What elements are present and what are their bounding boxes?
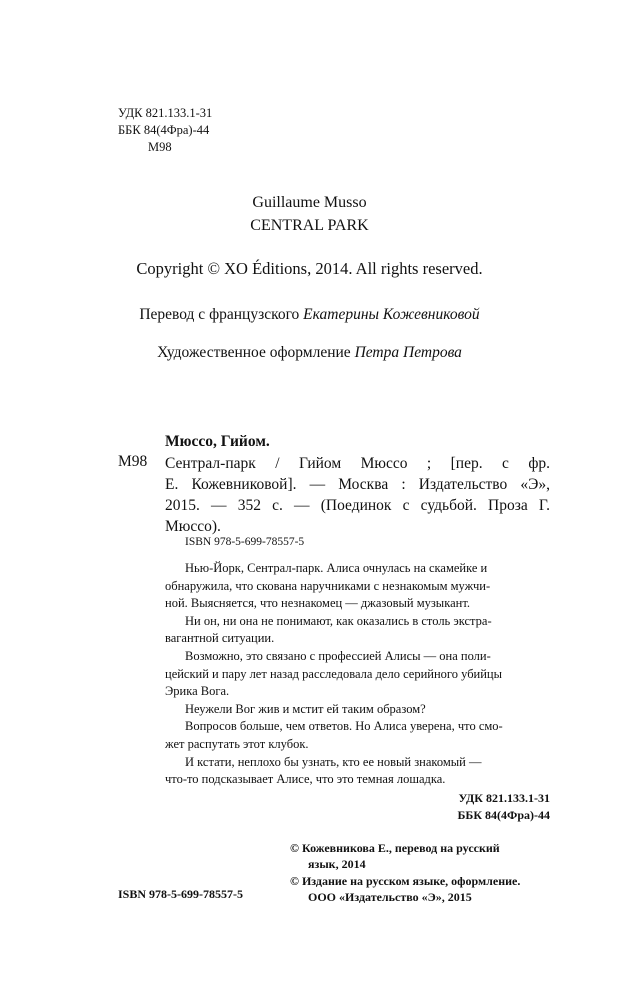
catalog-codes	[118, 105, 212, 156]
copyright-line: © Издание на русском языке, оформление.	[290, 873, 521, 888]
annotation-line: Возможно, это связано с профессией Алисы — она поли-	[185, 648, 491, 663]
translator-name: Екатерины Кожевниковой	[303, 306, 480, 323]
bibliography-isbn: ISBN 978-5-699-78557-5	[185, 536, 305, 548]
annotation-line: Ни он, ни она не понимают, как оказались в столь экстра-	[185, 613, 492, 628]
copyright-line: язык, 2014	[308, 857, 366, 872]
author-mark-code: М98	[148, 140, 172, 154]
designer-name: Петра Петрова	[354, 344, 462, 361]
bibliography-description	[165, 453, 550, 537]
annotation-line: обнаружила, что скована наручниками с незнакомым мужчи-	[165, 578, 491, 593]
annotation-line: Вопросов больше, чем ответов. Но Алиса уверена, что смо-	[185, 719, 503, 734]
annotation-line: что-то подсказывает Алисе, что это темная лошадка.	[165, 772, 446, 787]
translation-prefix: Перевод с французского	[139, 306, 304, 323]
copyright-line: Copyright © XO Éditions, 2014. All rights reserved.	[136, 259, 483, 278]
bibliography-line: Е. Кожевниковой]. — Москва : Издательство «Э»,	[165, 476, 550, 493]
annotation-udk: УДК 821.133.1-31	[458, 791, 550, 805]
copyright-block	[290, 840, 520, 905]
annotation-line: Неужели Вог жив и мстит ей таким образом?	[185, 701, 426, 716]
bibliography-heading: Мюссо, Гийом.	[165, 433, 270, 450]
annotation-line: жет распутать этот клубок.	[165, 736, 309, 751]
annotation-line: Эрика Вога.	[165, 684, 230, 699]
annotation-line: И кстати, неплохо бы узнать, кто ее новый знакомый —	[185, 754, 482, 769]
annotation-line: ной. Выясняется, что незнакомец — джазовый музыкант.	[165, 596, 470, 611]
isbn-bottom: ISBN 978-5-699-78557-5	[118, 887, 243, 901]
original-title: CENTRAL PARK	[250, 217, 369, 234]
annotation-line: цейский и пару лет назад расследовала дело серийного убийцы	[165, 666, 503, 681]
design-credit	[0, 344, 619, 362]
annotation	[165, 560, 550, 789]
annotation-bbk: ББК 84(4Фра)-44	[457, 808, 550, 822]
bibliography-line: 2015. — 352 с. — (Поединок с судьбой. Проза Г.	[165, 497, 550, 514]
design-prefix: Художественное оформление	[157, 344, 355, 361]
udk-code: УДК 821.133.1-31	[118, 106, 213, 120]
bibliography-code: М98	[118, 453, 148, 470]
copyright-line: © Кожевникова Е., перевод на русский	[290, 841, 500, 855]
original-author: Guillaume Musso	[252, 194, 367, 211]
bibliography-line: Мюссо).	[165, 518, 221, 535]
copyright-line: ООО «Издательство «Э», 2015	[308, 889, 472, 904]
bibliography-line: Сентрал-парк / Гийом Мюссо ; [пер. с фр.	[165, 455, 550, 472]
bbk-code: ББК 84(4Фра)-44	[118, 123, 210, 137]
translation-credit	[0, 306, 619, 324]
annotation-line: вагантной ситуации.	[165, 631, 275, 646]
annotation-line: Нью-Йорк, Сентрал-парк. Алиса очнулась на скамейке и	[185, 561, 488, 575]
